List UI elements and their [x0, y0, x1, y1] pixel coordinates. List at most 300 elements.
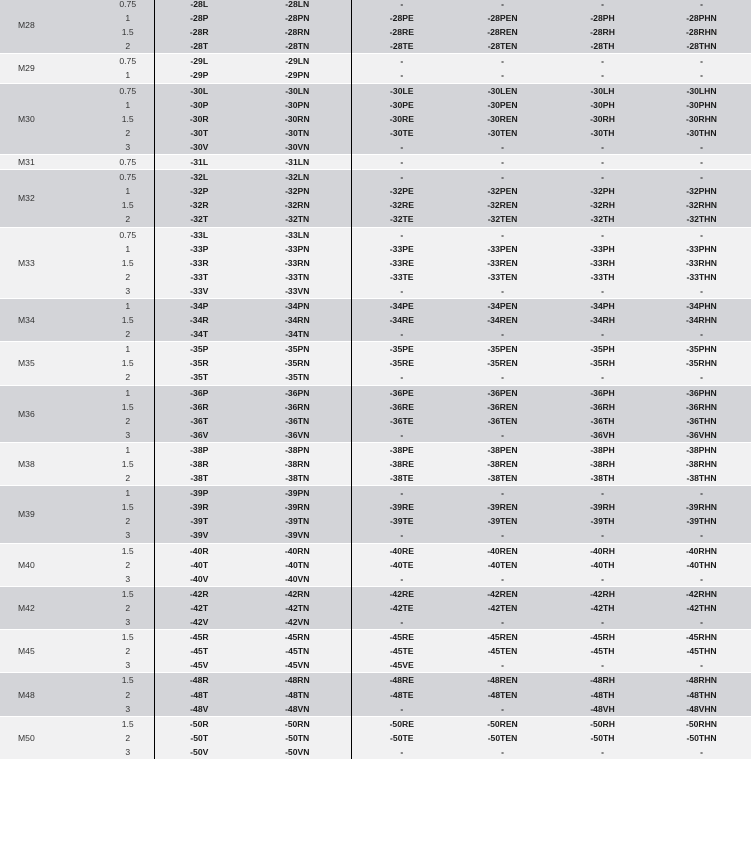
pitch-cell: 1: [102, 442, 154, 457]
code-cell: -38T: [154, 471, 244, 486]
code-e-cell: -50RE: [351, 716, 452, 731]
code-e-cell: -45RE: [351, 630, 452, 645]
table-row: [0, 658, 751, 673]
pitch-cell: 1: [102, 68, 154, 83]
table-row: [0, 514, 751, 528]
code-hn-cell: -40THN: [652, 558, 751, 572]
table-row: [0, 298, 751, 313]
code-h-cell: -: [553, 615, 652, 630]
code-h-cell: -33PH: [553, 242, 652, 256]
code-h-cell: -36VH: [553, 428, 652, 443]
code-en-cell: -: [452, 170, 553, 185]
code-cell: -39P: [154, 486, 244, 501]
pitch-cell: 2: [102, 514, 154, 528]
code-cell: -28R: [154, 25, 244, 39]
pitch-cell: 2: [102, 39, 154, 54]
pitch-cell: 1: [102, 11, 154, 25]
code-n-cell: -35RN: [244, 356, 351, 370]
thread-size-cell: M29: [0, 54, 102, 83]
code-e-cell: -32RE: [351, 198, 452, 212]
code-hn-cell: -: [652, 155, 751, 170]
pitch-cell: 2: [102, 558, 154, 572]
code-h-cell: -48RH: [553, 673, 652, 688]
table-row: [0, 630, 751, 645]
code-n-cell: -42VN: [244, 615, 351, 630]
table-row: [0, 615, 751, 630]
code-en-cell: -45REN: [452, 630, 553, 645]
code-en-cell: -: [452, 68, 553, 83]
code-n-cell: -34RN: [244, 313, 351, 327]
code-hn-cell: -35PHN: [652, 342, 751, 357]
code-h-cell: -35PH: [553, 342, 652, 357]
code-hn-cell: -36VHN: [652, 428, 751, 443]
table-row: [0, 370, 751, 385]
code-n-cell: -35TN: [244, 370, 351, 385]
code-en-cell: -36REN: [452, 400, 553, 414]
code-en-cell: -: [452, 284, 553, 299]
code-en-cell: -36TEN: [452, 414, 553, 428]
code-hn-cell: -35RHN: [652, 356, 751, 370]
code-n-cell: -34TN: [244, 327, 351, 342]
thread-size-cell: M50: [0, 716, 102, 759]
code-hn-cell: -40RHN: [652, 543, 751, 558]
code-hn-cell: -: [652, 284, 751, 299]
pitch-cell: 0.75: [102, 155, 154, 170]
code-en-cell: -: [452, 486, 553, 501]
code-cell: -39V: [154, 528, 244, 543]
code-cell: -29P: [154, 68, 244, 83]
pitch-cell: 2: [102, 471, 154, 486]
code-n-cell: -45TN: [244, 644, 351, 658]
code-h-cell: -: [553, 572, 652, 587]
code-e-cell: -: [351, 140, 452, 155]
code-cell: -36T: [154, 414, 244, 428]
code-h-cell: -28RH: [553, 25, 652, 39]
code-n-cell: -38RN: [244, 457, 351, 471]
table-row: [0, 0, 751, 11]
code-en-cell: -32PEN: [452, 184, 553, 198]
pitch-cell: 1: [102, 385, 154, 400]
table-row: [0, 155, 751, 170]
code-hn-cell: -32PHN: [652, 184, 751, 198]
code-e-cell: -50TE: [351, 731, 452, 745]
code-h-cell: -40TH: [553, 558, 652, 572]
table-row: [0, 731, 751, 745]
pitch-cell: 1: [102, 242, 154, 256]
code-h-cell: -: [553, 68, 652, 83]
thread-size-cell: M28: [0, 0, 102, 54]
code-n-cell: -33PN: [244, 242, 351, 256]
table-row: [0, 601, 751, 615]
code-n-cell: -39TN: [244, 514, 351, 528]
pitch-cell: 0.75: [102, 54, 154, 69]
code-n-cell: -40TN: [244, 558, 351, 572]
code-en-cell: -35PEN: [452, 342, 553, 357]
code-en-cell: -: [452, 227, 553, 242]
table-row: [0, 25, 751, 39]
code-hn-cell: -48VHN: [652, 702, 751, 717]
code-en-cell: -40REN: [452, 543, 553, 558]
pitch-cell: 1.5: [102, 400, 154, 414]
code-en-cell: -28PEN: [452, 11, 553, 25]
code-hn-cell: -: [652, 170, 751, 185]
code-hn-cell: -30PHN: [652, 98, 751, 112]
pitch-cell: 3: [102, 428, 154, 443]
code-e-cell: -32TE: [351, 212, 452, 227]
code-n-cell: -42RN: [244, 586, 351, 601]
thread-size-cell: M35: [0, 342, 102, 385]
code-cell: -32T: [154, 212, 244, 227]
pitch-cell: 1.5: [102, 716, 154, 731]
code-en-cell: -45TEN: [452, 644, 553, 658]
pitch-cell: 1.5: [102, 457, 154, 471]
code-hn-cell: -36PHN: [652, 385, 751, 400]
code-n-cell: -32TN: [244, 212, 351, 227]
code-e-cell: -: [351, 528, 452, 543]
code-cell: -42T: [154, 601, 244, 615]
code-n-cell: -40RN: [244, 543, 351, 558]
pitch-cell: 3: [102, 702, 154, 717]
code-hn-cell: -45THN: [652, 644, 751, 658]
code-h-cell: -32PH: [553, 184, 652, 198]
code-hn-cell: -: [652, 68, 751, 83]
code-en-cell: -28TEN: [452, 39, 553, 54]
code-h-cell: -38PH: [553, 442, 652, 457]
code-cell: -33V: [154, 284, 244, 299]
code-h-cell: -39RH: [553, 500, 652, 514]
table-row: [0, 572, 751, 587]
pitch-cell: 2: [102, 601, 154, 615]
code-e-cell: -36TE: [351, 414, 452, 428]
code-cell: -28P: [154, 11, 244, 25]
code-cell: -28T: [154, 39, 244, 54]
table-row: [0, 471, 751, 486]
table-row: [0, 98, 751, 112]
thread-size-cell: M34: [0, 298, 102, 341]
code-en-cell: -33REN: [452, 256, 553, 270]
code-e-cell: -38TE: [351, 471, 452, 486]
code-en-cell: -: [452, 528, 553, 543]
code-h-cell: -: [553, 528, 652, 543]
pitch-cell: 1.5: [102, 356, 154, 370]
code-hn-cell: -28THN: [652, 39, 751, 54]
code-en-cell: -35REN: [452, 356, 553, 370]
code-e-cell: -: [351, 155, 452, 170]
code-cell: -40T: [154, 558, 244, 572]
pitch-cell: 1.5: [102, 630, 154, 645]
code-hn-cell: -50RHN: [652, 716, 751, 731]
code-en-cell: -30LEN: [452, 83, 553, 98]
table-row: [0, 558, 751, 572]
thread-size-cell: M42: [0, 586, 102, 629]
pitch-cell: 2: [102, 270, 154, 284]
code-h-cell: -38RH: [553, 457, 652, 471]
code-cell: -45V: [154, 658, 244, 673]
code-hn-cell: -: [652, 227, 751, 242]
code-cell: -42V: [154, 615, 244, 630]
code-h-cell: -30TH: [553, 126, 652, 140]
code-h-cell: -: [553, 486, 652, 501]
code-h-cell: -30LH: [553, 83, 652, 98]
code-en-cell: -30TEN: [452, 126, 553, 140]
code-e-cell: -35PE: [351, 342, 452, 357]
code-cell: -30V: [154, 140, 244, 155]
pitch-cell: 1: [102, 98, 154, 112]
table-row: [0, 644, 751, 658]
code-h-cell: -35RH: [553, 356, 652, 370]
code-en-cell: -39REN: [452, 500, 553, 514]
table-row: [0, 256, 751, 270]
thread-size-cell: M40: [0, 543, 102, 586]
code-h-cell: -36RH: [553, 400, 652, 414]
code-n-cell: -35PN: [244, 342, 351, 357]
code-n-cell: -32RN: [244, 198, 351, 212]
code-en-cell: -50REN: [452, 716, 553, 731]
code-h-cell: -33TH: [553, 270, 652, 284]
code-e-cell: -40RE: [351, 543, 452, 558]
code-h-cell: -30RH: [553, 112, 652, 126]
code-e-cell: -48TE: [351, 688, 452, 702]
code-en-cell: -: [452, 370, 553, 385]
code-e-cell: -39RE: [351, 500, 452, 514]
code-en-cell: -38REN: [452, 457, 553, 471]
code-cell: -34P: [154, 298, 244, 313]
code-h-cell: -30PH: [553, 98, 652, 112]
code-hn-cell: -32THN: [652, 212, 751, 227]
code-en-cell: -32TEN: [452, 212, 553, 227]
code-n-cell: -50TN: [244, 731, 351, 745]
code-cell: -33R: [154, 256, 244, 270]
code-h-cell: -34PH: [553, 298, 652, 313]
code-e-cell: -34RE: [351, 313, 452, 327]
code-e-cell: -36PE: [351, 385, 452, 400]
code-hn-cell: -: [652, 572, 751, 587]
code-e-cell: -38PE: [351, 442, 452, 457]
code-e-cell: -: [351, 486, 452, 501]
code-en-cell: -: [452, 140, 553, 155]
code-h-cell: -34RH: [553, 313, 652, 327]
code-cell: -30L: [154, 83, 244, 98]
code-en-cell: -39TEN: [452, 514, 553, 528]
code-hn-cell: -28RHN: [652, 25, 751, 39]
table-row: [0, 442, 751, 457]
code-cell: -29L: [154, 54, 244, 69]
code-e-cell: -39TE: [351, 514, 452, 528]
code-n-cell: -30VN: [244, 140, 351, 155]
code-cell: -30P: [154, 98, 244, 112]
code-n-cell: -30TN: [244, 126, 351, 140]
code-cell: -32L: [154, 170, 244, 185]
thread-size-cell: M45: [0, 630, 102, 673]
code-hn-cell: -39RHN: [652, 500, 751, 514]
table-row: [0, 745, 751, 759]
code-e-cell: -: [351, 227, 452, 242]
code-h-cell: -50RH: [553, 716, 652, 731]
code-hn-cell: -38THN: [652, 471, 751, 486]
code-h-cell: -: [553, 745, 652, 759]
code-hn-cell: -50THN: [652, 731, 751, 745]
table-row: [0, 428, 751, 443]
table-row: [0, 227, 751, 242]
pitch-cell: 3: [102, 284, 154, 299]
pitch-cell: 1: [102, 486, 154, 501]
code-n-cell: -29PN: [244, 68, 351, 83]
code-h-cell: -36PH: [553, 385, 652, 400]
code-n-cell: -38TN: [244, 471, 351, 486]
thread-size-cell: M33: [0, 227, 102, 298]
code-en-cell: -36PEN: [452, 385, 553, 400]
code-n-cell: -45VN: [244, 658, 351, 673]
table-row: [0, 457, 751, 471]
pitch-cell: 0.75: [102, 227, 154, 242]
code-e-cell: -42RE: [351, 586, 452, 601]
pitch-cell: 1.5: [102, 198, 154, 212]
table-row: [0, 198, 751, 212]
pitch-cell: 1.5: [102, 256, 154, 270]
code-n-cell: -36TN: [244, 414, 351, 428]
code-en-cell: -34PEN: [452, 298, 553, 313]
code-h-cell: -: [553, 658, 652, 673]
table-row: [0, 342, 751, 357]
code-en-cell: -33TEN: [452, 270, 553, 284]
code-hn-cell: -38PHN: [652, 442, 751, 457]
code-e-cell: -28RE: [351, 25, 452, 39]
code-h-cell: -48VH: [553, 702, 652, 717]
code-h-cell: -48TH: [553, 688, 652, 702]
code-h-cell: -33RH: [553, 256, 652, 270]
code-n-cell: -39PN: [244, 486, 351, 501]
code-cell: -42R: [154, 586, 244, 601]
pitch-cell: 2: [102, 414, 154, 428]
table-row: [0, 112, 751, 126]
code-hn-cell: -: [652, 528, 751, 543]
code-n-cell: -39RN: [244, 500, 351, 514]
code-en-cell: -: [452, 658, 553, 673]
code-n-cell: -36PN: [244, 385, 351, 400]
code-n-cell: -33TN: [244, 270, 351, 284]
code-h-cell: -: [553, 227, 652, 242]
code-hn-cell: -30LHN: [652, 83, 751, 98]
code-en-cell: -42TEN: [452, 601, 553, 615]
code-n-cell: -32PN: [244, 184, 351, 198]
table-row: [0, 68, 751, 83]
code-e-cell: -28PE: [351, 11, 452, 25]
code-n-cell: -42TN: [244, 601, 351, 615]
code-en-cell: -48TEN: [452, 688, 553, 702]
code-cell: -33T: [154, 270, 244, 284]
code-en-cell: -34REN: [452, 313, 553, 327]
code-hn-cell: -30RHN: [652, 112, 751, 126]
code-h-cell: -28TH: [553, 39, 652, 54]
code-e-cell: -: [351, 745, 452, 759]
table-row: [0, 414, 751, 428]
table-row: [0, 702, 751, 717]
table-row: [0, 486, 751, 501]
code-h-cell: -40RH: [553, 543, 652, 558]
code-n-cell: -36RN: [244, 400, 351, 414]
pitch-cell: 3: [102, 615, 154, 630]
table-row: [0, 327, 751, 342]
table-row: [0, 400, 751, 414]
code-cell: -40R: [154, 543, 244, 558]
code-h-cell: -42RH: [553, 586, 652, 601]
code-en-cell: -: [452, 745, 553, 759]
code-e-cell: -: [351, 428, 452, 443]
pitch-cell: 0.75: [102, 0, 154, 11]
code-h-cell: -32RH: [553, 198, 652, 212]
thread-size-cell: M30: [0, 83, 102, 154]
code-en-cell: -30REN: [452, 112, 553, 126]
pitch-cell: 3: [102, 140, 154, 155]
code-hn-cell: -: [652, 140, 751, 155]
code-hn-cell: -: [652, 745, 751, 759]
code-n-cell: -29LN: [244, 54, 351, 69]
code-cell: -35P: [154, 342, 244, 357]
code-e-cell: -34PE: [351, 298, 452, 313]
code-en-cell: -42REN: [452, 586, 553, 601]
pitch-cell: 3: [102, 528, 154, 543]
code-h-cell: -: [553, 0, 652, 11]
code-n-cell: -33VN: [244, 284, 351, 299]
pitch-cell: 1.5: [102, 25, 154, 39]
code-en-cell: -40TEN: [452, 558, 553, 572]
code-e-cell: -36RE: [351, 400, 452, 414]
code-n-cell: -31LN: [244, 155, 351, 170]
thread-size-cell: M32: [0, 170, 102, 227]
code-e-cell: -30RE: [351, 112, 452, 126]
code-e-cell: -30PE: [351, 98, 452, 112]
code-n-cell: -45RN: [244, 630, 351, 645]
code-h-cell: -: [553, 170, 652, 185]
table-row: [0, 242, 751, 256]
code-h-cell: -32TH: [553, 212, 652, 227]
code-e-cell: -33PE: [351, 242, 452, 256]
table-row: [0, 356, 751, 370]
code-h-cell: -: [553, 284, 652, 299]
code-e-cell: -28TE: [351, 39, 452, 54]
code-hn-cell: -30THN: [652, 126, 751, 140]
code-hn-cell: -33RHN: [652, 256, 751, 270]
code-en-cell: -30PEN: [452, 98, 553, 112]
pitch-cell: 2: [102, 212, 154, 227]
code-e-cell: -: [351, 284, 452, 299]
pitch-cell: 2: [102, 731, 154, 745]
code-cell: -36P: [154, 385, 244, 400]
code-en-cell: -: [452, 702, 553, 717]
code-hn-cell: -: [652, 54, 751, 69]
code-en-cell: -: [452, 54, 553, 69]
code-n-cell: -40VN: [244, 572, 351, 587]
table-row: [0, 212, 751, 227]
code-cell: -48V: [154, 702, 244, 717]
code-hn-cell: -28PHN: [652, 11, 751, 25]
code-cell: -32P: [154, 184, 244, 198]
code-e-cell: -40TE: [351, 558, 452, 572]
code-e-cell: -: [351, 370, 452, 385]
code-cell: -34T: [154, 327, 244, 342]
pitch-cell: 1: [102, 184, 154, 198]
code-n-cell: -34PN: [244, 298, 351, 313]
pitch-cell: 1.5: [102, 543, 154, 558]
code-hn-cell: -48RHN: [652, 673, 751, 688]
code-en-cell: -28REN: [452, 25, 553, 39]
code-n-cell: -38PN: [244, 442, 351, 457]
code-n-cell: -32LN: [244, 170, 351, 185]
code-n-cell: -48VN: [244, 702, 351, 717]
code-cell: -33L: [154, 227, 244, 242]
pitch-cell: 1: [102, 298, 154, 313]
code-e-cell: -: [351, 68, 452, 83]
